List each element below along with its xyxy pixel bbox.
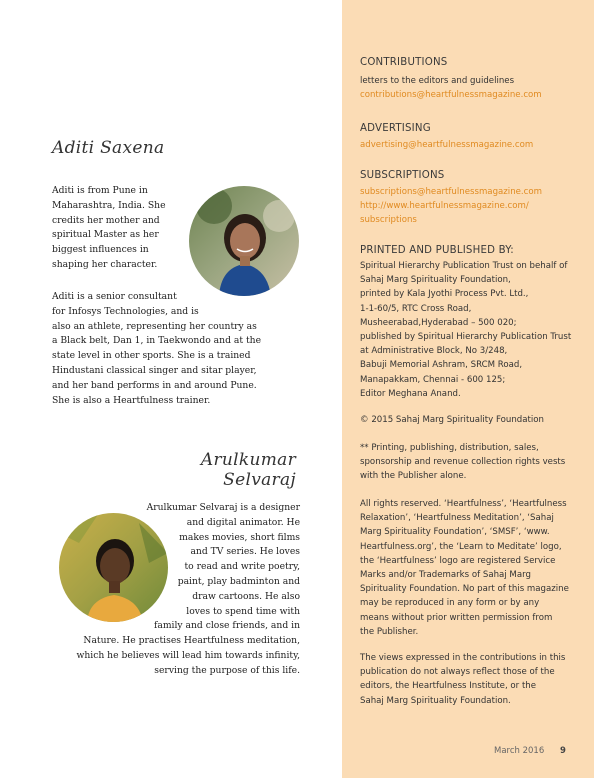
bio-line: loves to spend time with [186,605,300,617]
bio-line: family and close friends, and in [153,620,300,632]
all-rights-line: means without prior written permission from [360,612,553,623]
rights-note-line: sponsorship and revenue collection rights vests [360,457,566,468]
contributions-text: letters to the editors and guidelines [360,76,515,86]
rights-note-section [360,441,582,484]
all-rights-section [360,497,582,639]
bio-line: Nature. He practises Heartfulness meditation, [83,635,300,647]
disclaimer-line: Sahaj Marg Spirituality Foundation. [360,695,511,706]
bio-line: also an athlete, representing her country as [52,320,257,332]
subscriptions-url-link[interactable]: http://www.heartfulnessmagazine.com/ [360,201,529,212]
bio-line: which he believes will lead him towards infinity, [76,649,300,661]
all-rights-line: All rights reserved. ‘Heartfulness’, ‘Heartfulness [360,499,567,509]
photo-aditi [189,186,299,296]
all-rights-line: the ‘Heartfulness’ logo are registered Service [360,555,556,566]
contributions-heading: CONTRIBUTIONS [360,57,448,68]
bio-line: spiritual Master as her [52,229,159,241]
bio-line: biggest influences in [52,244,149,256]
rights-note-line: ** Printing, publishing, distribution, sales, [360,443,539,453]
advertising-section [360,122,582,152]
subscriptions-url-link-cont[interactable]: subscriptions [360,215,417,226]
disclaimer-line: The views expressed in the contributions in this [360,653,566,663]
bio-line: shaping her character. [52,258,158,270]
bio-line: Hindustani classical singer and sitar player, [52,364,257,376]
bio-line: credits her mother and [52,214,160,226]
printed-line: Spiritual Hierarchy Publication Trust on behalf of [360,261,568,271]
bio-line: Maharashtra, India. She [52,199,166,211]
bio-line: makes movies, short films [179,531,300,543]
bio-line: state level in other sports. She is a trained [52,350,251,362]
all-rights-line: Marg Spirituality Foundation’, ‘SMSF’, ‘www. [360,527,550,538]
bio-line: paint, play badminton and [177,575,300,587]
printed-line: Editor Meghana Anand. [360,388,461,399]
profile-bio-aditi-career [52,290,292,408]
bio-line: Aditi is a senior consultant [52,291,177,302]
printed-line: published by Spiritual Hierarchy Publication Trust [360,332,572,343]
contributions-email-link[interactable]: contributions@heartfulnessmagazine.com [360,90,542,101]
copyright-text: © 2015 Sahaj Marg Spirituality Foundation [360,415,544,425]
all-rights-line: Marks and/or Trademarks of Sahaj Marg [360,570,531,581]
printed-heading: PRINTED AND PUBLISHED BY: [360,245,514,256]
bio-line: to read and write poetry, [184,561,300,573]
bio-line: and TV series. He loves [190,546,300,558]
printed-line: Babuji Memorial Ashram, SRCM Road, [360,360,523,371]
bio-line: Aditi is from Pune in [52,185,148,196]
printed-line: Musheerabad,Hyderabad – 500 020; [360,317,517,328]
advertising-heading: ADVERTISING [360,123,431,134]
footer-issue-date: March 2016 [494,746,545,756]
profile-bio-aditi-intro [52,184,202,273]
footer-page-number: 9 [560,746,566,756]
all-rights-line: Relaxation’, ‘Heartfulness Meditation’, ‘Sahaj [360,513,554,524]
bio-line: She is also a Heartfulness trainer. [52,394,211,406]
advertising-email-link[interactable]: advertising@heartfulnessmagazine.com [360,140,534,150]
subscriptions-heading: SUBSCRIPTIONS [360,170,445,181]
profile-name-arulkumar: Arulkumar Selvaraj [200,450,296,490]
printed-line: Manapakkam, Chennai - 600 125; [360,374,506,385]
bio-line: for Infosys Technologies, and is [52,305,199,317]
all-rights-line: the Publisher. [360,626,419,637]
bio-line: and digital animator. He [186,516,300,528]
subscriptions-email-link[interactable]: subscriptions@heartfulnessmagazine.com [360,187,543,197]
portrait-aditi-image [189,186,299,296]
disclaimer-line: publication do not always reflect those of the [360,667,555,678]
printed-line: Sahaj Marg Spirituality Foundation, [360,275,511,286]
contributions-section [360,56,582,102]
subscriptions-section [360,169,582,228]
disclaimer-line: editors, the Heartfulness Institute, or the [360,681,537,692]
bio-line: and her band performs in and around Pune. [52,379,257,391]
printed-line: at Administrative Block, No 3/248, [360,346,508,357]
bio-line: a Black belt, Dan 1, in Taekwondo and at the [52,335,262,347]
bio-line: draw cartoons. He also [192,590,300,602]
bio-line: Arulkumar Selvaraj is a designer [146,502,300,513]
copyright-section [360,413,582,427]
profile-name-aditi: Aditi Saxena [52,138,165,158]
all-rights-line: Spirituality Foundation. No part of this magazine [360,584,569,595]
disclaimer-section [360,651,582,708]
profile-bio-arulkumar [60,501,300,679]
printed-line: printed by Kala Jyothi Process Pvt. Ltd., [360,289,529,300]
printed-line: 1-1-60/5, RTC Cross Road, [360,303,472,314]
all-rights-line: Heartfulness.org’, the ‘Learn to Meditate’ logo, [360,541,562,552]
printed-section [360,244,582,401]
rights-note-line: with the Publisher alone. [360,471,467,482]
bio-line: serving the purpose of this life. [154,664,300,676]
all-rights-line: may be reproduced in any form or by any [360,598,540,609]
